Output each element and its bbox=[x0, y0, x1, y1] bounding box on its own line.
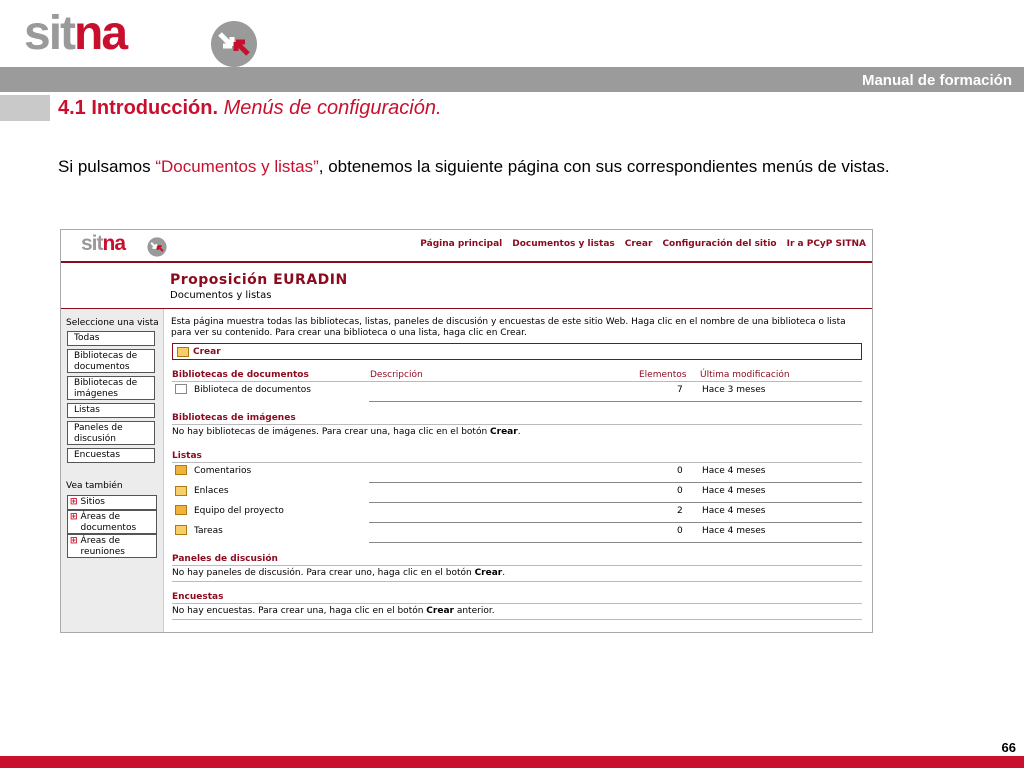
nav-documents-lists[interactable]: Documentos y listas bbox=[512, 239, 615, 249]
empty-text-end: anterior. bbox=[453, 606, 495, 616]
intro-paragraph bbox=[58, 156, 898, 178]
list-items: 0 bbox=[677, 486, 683, 496]
list-name[interactable]: Enlaces bbox=[194, 486, 229, 496]
slide-title-italic: Menús de configuración. bbox=[223, 97, 442, 119]
logo-text-gray: sit bbox=[24, 7, 75, 60]
nav-go-pcyp[interactable]: Ir a PCyP SITNA bbox=[786, 239, 866, 249]
surveys-heading: Encuestas bbox=[172, 592, 224, 602]
top-divider bbox=[61, 261, 872, 263]
site-logo-arrows-icon bbox=[147, 237, 167, 257]
list-modified: Hace 4 meses bbox=[702, 526, 766, 536]
surveys-empty bbox=[172, 606, 495, 616]
site-subtitle: Documentos y listas bbox=[170, 290, 272, 301]
nav-site-settings[interactable]: Configuración del sitio bbox=[662, 239, 777, 249]
row-divider bbox=[369, 522, 862, 523]
empty-bold: Crear bbox=[426, 606, 454, 616]
list-items: 0 bbox=[677, 526, 683, 536]
intro-post: , obtenemos la siguiente página con sus correspondientes menús de vistas. bbox=[318, 157, 890, 176]
title-divider bbox=[61, 308, 872, 309]
top-nav bbox=[420, 239, 866, 249]
list-name[interactable]: Comentarios bbox=[194, 466, 252, 476]
slide-title bbox=[58, 97, 442, 120]
image-libraries-heading: Bibliotecas de imágenes bbox=[172, 413, 296, 423]
row-divider bbox=[369, 401, 862, 402]
slide-title-bold: 4.1 Introducción. bbox=[58, 97, 219, 119]
view-surveys[interactable]: Encuestas bbox=[67, 448, 155, 463]
col-header-name: Bibliotecas de documentos bbox=[172, 370, 309, 380]
image-libraries-empty bbox=[172, 427, 521, 437]
see-also-sites[interactable] bbox=[67, 495, 157, 510]
view-boards[interactable]: Paneles de discusión bbox=[67, 421, 155, 445]
list-modified: Hace 4 meses bbox=[702, 466, 766, 476]
row-divider bbox=[369, 502, 862, 503]
site-logo[interactable] bbox=[81, 232, 125, 256]
header-divider bbox=[172, 381, 862, 382]
see-also-sites-label: Sitios bbox=[80, 497, 105, 507]
expand-icon: ⊞ bbox=[70, 536, 78, 546]
doc-library-modified: Hace 3 meses bbox=[702, 385, 766, 395]
list-name[interactable]: Tareas bbox=[194, 526, 223, 536]
lists-heading: Listas bbox=[172, 451, 202, 461]
create-button[interactable] bbox=[172, 343, 862, 360]
section-divider bbox=[172, 462, 862, 463]
expand-icon: ⊞ bbox=[70, 497, 78, 507]
row-divider bbox=[369, 542, 862, 543]
logo-arrows-icon bbox=[210, 20, 258, 68]
list-items: 2 bbox=[677, 506, 683, 516]
col-header-description: Descripción bbox=[370, 370, 423, 380]
list-name[interactable]: Equipo del proyecto bbox=[194, 506, 284, 516]
empty-text-end: . bbox=[517, 427, 521, 437]
list-modified: Hace 4 meses bbox=[702, 486, 766, 496]
sitna-logo bbox=[24, 7, 239, 60]
view-image-libraries[interactable]: Bibliotecas de imágenes bbox=[67, 376, 155, 400]
page-number: 66 bbox=[1001, 740, 1016, 755]
section-divider bbox=[172, 581, 862, 582]
site-logo-red: na bbox=[102, 232, 126, 255]
doc-library-items: 7 bbox=[677, 385, 683, 395]
empty-bold: Crear bbox=[490, 427, 518, 437]
empty-text: No hay bibliotecas de imágenes. Para crear una, haga clic en el botón bbox=[172, 427, 491, 437]
site-logo-gray: sit bbox=[81, 232, 103, 255]
view-doc-libraries[interactable]: Bibliotecas de documentos bbox=[67, 349, 155, 373]
see-also-meeting-areas-label: Áreas de reuniones bbox=[80, 536, 125, 557]
see-also-doc-areas-label: Áreas de documentos bbox=[80, 512, 137, 533]
logo-text-red: na bbox=[74, 7, 127, 60]
see-also-doc-areas[interactable] bbox=[67, 510, 157, 534]
section-divider bbox=[172, 565, 862, 566]
view-lists[interactable]: Listas bbox=[67, 403, 155, 418]
empty-text: No hay paneles de discusión. Para crear uno, haga clic en el botón bbox=[172, 568, 475, 578]
col-header-modified: Última modificación bbox=[700, 370, 790, 380]
see-also-heading: Vea también bbox=[66, 481, 123, 491]
list-icon bbox=[175, 465, 187, 475]
header-bar bbox=[0, 67, 1024, 92]
empty-text: No hay encuestas. Para crear una, haga clic en el botón bbox=[172, 606, 427, 616]
doc-library-name[interactable]: Biblioteca de documentos bbox=[194, 385, 311, 395]
expand-icon: ⊞ bbox=[70, 512, 78, 522]
site-topbar bbox=[61, 230, 872, 261]
views-sidebar bbox=[61, 309, 164, 632]
create-label: Crear bbox=[193, 347, 221, 357]
new-folder-icon bbox=[177, 347, 189, 357]
empty-bold: Crear bbox=[474, 568, 503, 578]
views-heading: Seleccione una vista bbox=[66, 318, 159, 328]
col-header-items: Elementos bbox=[639, 370, 687, 380]
section-divider bbox=[172, 603, 862, 604]
list-icon bbox=[175, 505, 187, 515]
row-divider bbox=[369, 482, 862, 483]
list-modified: Hace 4 meses bbox=[702, 506, 766, 516]
footer-bar bbox=[0, 756, 1024, 768]
site-title: Proposición EURADIN bbox=[170, 272, 348, 288]
list-items: 0 bbox=[677, 466, 683, 476]
title-tab bbox=[0, 95, 50, 121]
section-divider bbox=[172, 619, 862, 620]
document-library-icon bbox=[175, 384, 187, 394]
empty-text-end: . bbox=[502, 568, 506, 578]
boards-empty bbox=[172, 568, 505, 578]
embedded-screenshot bbox=[60, 229, 873, 633]
page-description: Esta página muestra todas las bibliotecas, listas, paneles de discusión y encuestas de este sitio Web. Haga clic en el nombre de una biblioteca o lista para ver su contenido. Para crear una biblioteca o una lista, haga clic en Crear. bbox=[171, 317, 846, 338]
links-icon bbox=[175, 486, 187, 496]
boards-heading: Paneles de discusión bbox=[172, 554, 278, 564]
intro-highlight: “Documentos y listas” bbox=[155, 157, 319, 176]
nav-create[interactable]: Crear bbox=[624, 239, 653, 249]
nav-home[interactable]: Página principal bbox=[420, 239, 503, 249]
section-divider bbox=[172, 424, 862, 425]
tasks-icon bbox=[175, 525, 187, 535]
view-all[interactable]: Todas bbox=[67, 331, 155, 346]
see-also-meeting-areas[interactable] bbox=[67, 534, 157, 558]
intro-pre: Si pulsamos bbox=[58, 157, 156, 176]
header-label: Manual de formación bbox=[861, 72, 1012, 89]
